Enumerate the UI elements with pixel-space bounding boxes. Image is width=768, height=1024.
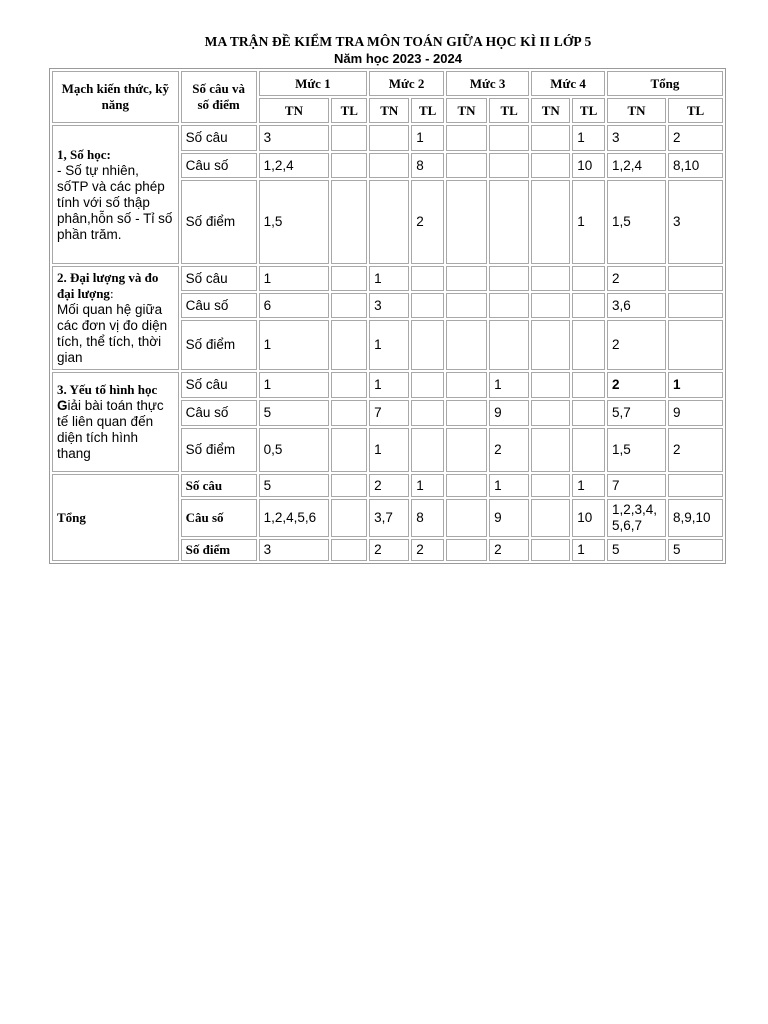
table-cell: 8,10 — [668, 153, 723, 178]
row-label: Số điểm — [181, 539, 257, 561]
section-3-desc-first: G — [57, 398, 68, 413]
table-cell: 8 — [411, 499, 444, 537]
table-cell — [572, 428, 605, 472]
table-cell — [446, 125, 487, 151]
table-cell: 8 — [411, 153, 444, 178]
table-cell — [331, 266, 367, 291]
table-cell: 2 — [489, 539, 529, 561]
section-1-desc: - Số tự nhiên, sốTP và các phép tính với số thập phân,hỗn số - Tỉ số phần trăm. — [57, 162, 173, 242]
section-2-title-suffix: : — [109, 286, 114, 301]
header-tn: TN — [259, 98, 330, 123]
table-cell — [489, 125, 529, 151]
table-cell: 3,6 — [607, 293, 666, 318]
table-cell: 1,2,4 — [259, 153, 330, 178]
table-row — [52, 474, 723, 497]
table-row — [52, 372, 723, 398]
table-cell: 1 — [572, 125, 605, 151]
table-row — [52, 266, 723, 291]
table-cell — [411, 400, 444, 426]
table-cell — [331, 539, 367, 561]
table-cell: 9 — [668, 400, 723, 426]
table-cell: 1 — [411, 125, 444, 151]
table-cell — [411, 320, 444, 370]
table-cell: 3 — [259, 125, 330, 151]
header-level-4: Mức 4 — [531, 71, 605, 96]
table-cell — [369, 180, 409, 264]
table-cell: 5 — [668, 539, 723, 561]
table-cell — [489, 293, 529, 318]
table-cell — [446, 293, 487, 318]
table-cell — [369, 125, 409, 151]
row-label: Số điểm — [181, 320, 257, 370]
table-cell — [489, 153, 529, 178]
header-count-score: Số câu và số điểm — [181, 71, 257, 123]
table-cell — [411, 372, 444, 398]
table-cell — [446, 428, 487, 472]
header-tn: TN — [369, 98, 409, 123]
table-cell — [489, 180, 529, 264]
table-cell — [668, 474, 723, 497]
table-cell — [531, 180, 570, 264]
table-cell — [331, 400, 367, 426]
row-label: Số câu — [181, 125, 257, 151]
table-cell: 5,7 — [607, 400, 666, 426]
table-cell — [531, 153, 570, 178]
section-3-cell — [52, 372, 179, 472]
table-cell — [531, 539, 570, 561]
table-cell: 1,5 — [607, 180, 666, 264]
table-cell — [572, 293, 605, 318]
document-title: MA TRẬN ĐỀ KIỂM TRA MÔN TOÁN GIỮA HỌC KÌ II LỚP 5 — [204, 34, 592, 49]
table-cell — [531, 428, 570, 472]
header-total: Tổng — [607, 71, 723, 96]
table-cell: 1 — [572, 539, 605, 561]
table-cell — [446, 320, 487, 370]
section-2-title-wrap — [57, 270, 174, 302]
header-tl: TL — [411, 98, 444, 123]
table-cell — [446, 499, 487, 537]
table-cell: 6 — [259, 293, 330, 318]
section-2-desc: Mối quan hệ giữa các đơn vị đo diện tích, thể tích, thời gian — [57, 302, 168, 365]
section-3-desc: iải bài toán thực tế liên quan đến diện tích hình thang — [57, 398, 164, 461]
table-cell: 2 — [411, 180, 444, 264]
document-subtitle: Năm học 2023 - 2024 — [334, 51, 462, 66]
table-cell: 1 — [411, 474, 444, 497]
row-label: Số câu — [181, 266, 257, 291]
table-cell — [572, 372, 605, 398]
table-cell: 9 — [489, 400, 529, 426]
header-tl: TL — [668, 98, 723, 123]
table-cell — [531, 474, 570, 497]
table-cell — [331, 153, 367, 178]
table-cell: 1 — [489, 372, 529, 398]
header-tl: TL — [489, 98, 529, 123]
table-cell: 1 — [369, 266, 409, 291]
row-label: Câu số — [181, 153, 257, 178]
row-label: Câu số — [181, 499, 257, 537]
table-cell: 5 — [607, 539, 666, 561]
table-cell: 2 — [668, 428, 723, 472]
header-tn: TN — [607, 98, 666, 123]
header-tl: TL — [572, 98, 605, 123]
table-cell: 1,2,4 — [607, 153, 666, 178]
section-1-title: 1, Số học: — [57, 146, 111, 162]
table-cell: 8,9,10 — [668, 499, 723, 537]
table-cell — [489, 266, 529, 291]
table-cell: 3 — [259, 539, 330, 561]
table-cell — [531, 499, 570, 537]
table-cell: 10 — [572, 499, 605, 537]
table-cell: 1 — [489, 474, 529, 497]
table-cell — [668, 266, 723, 291]
table-cell — [572, 400, 605, 426]
table-cell: 1,2,4,5,6 — [259, 499, 330, 537]
table-cell — [331, 125, 367, 151]
table-cell: 1,5 — [259, 180, 330, 264]
table-cell: 1 — [369, 372, 409, 398]
table-cell: 5 — [259, 400, 330, 426]
table-cell: 2 — [607, 320, 666, 370]
table-cell: 10 — [572, 153, 605, 178]
table-cell: 1 — [369, 428, 409, 472]
exam-matrix-table — [49, 68, 726, 564]
table-cell — [668, 293, 723, 318]
table-cell: 1 — [259, 320, 330, 370]
row-label: Câu số — [181, 293, 257, 318]
table-cell — [446, 266, 487, 291]
table-cell: 2 — [668, 125, 723, 151]
section-2-cell — [52, 266, 179, 370]
table-cell: 1 — [259, 372, 330, 398]
table-cell: 3 — [369, 293, 409, 318]
table-cell — [531, 266, 570, 291]
table-cell: 2 — [369, 539, 409, 561]
header-tl: TL — [331, 98, 367, 123]
row-label: Số câu — [181, 474, 257, 497]
table-cell: 1 — [369, 320, 409, 370]
table-cell — [331, 499, 367, 537]
table-cell — [668, 320, 723, 370]
header-tn: TN — [531, 98, 570, 123]
table-cell — [331, 428, 367, 472]
table-cell — [411, 266, 444, 291]
table-cell — [331, 474, 367, 497]
row-label: Câu số — [181, 400, 257, 426]
table-cell — [446, 372, 487, 398]
table-cell — [446, 474, 487, 497]
header-tn: TN — [446, 98, 487, 123]
table-cell: 1 — [259, 266, 330, 291]
table-cell: 1,5 — [607, 428, 666, 472]
table-cell — [531, 400, 570, 426]
header-level-3: Mức 3 — [446, 71, 529, 96]
table-cell — [531, 320, 570, 370]
table-row — [52, 125, 723, 151]
table-cell — [331, 372, 367, 398]
table-cell — [531, 372, 570, 398]
table-cell: 1 — [572, 474, 605, 497]
row-label: Số câu — [181, 372, 257, 398]
table-cell — [531, 293, 570, 318]
table-cell — [411, 293, 444, 318]
header-level-1: Mức 1 — [259, 71, 368, 96]
table-cell: 2 — [369, 474, 409, 497]
table-cell — [489, 320, 529, 370]
section-2-title: 2. Đại lượng và đo đại lượng — [57, 270, 159, 301]
table-cell: 7 — [607, 474, 666, 497]
table-cell — [369, 153, 409, 178]
table-cell — [331, 180, 367, 264]
table-cell: 5 — [259, 474, 330, 497]
table-cell: 2 — [489, 428, 529, 472]
row-label: Số điểm — [181, 428, 257, 472]
table-cell: 9 — [489, 499, 529, 537]
table-cell: 0,5 — [259, 428, 330, 472]
table-cell — [446, 539, 487, 561]
table-cell: 2 — [607, 372, 666, 398]
table-cell — [572, 320, 605, 370]
table-cell: 3 — [668, 180, 723, 264]
section-3-title: 3. Yếu tố hình học — [57, 382, 158, 397]
table-cell: 2 — [411, 539, 444, 561]
table-cell — [446, 180, 487, 264]
table-cell — [331, 320, 367, 370]
table-cell: 2 — [607, 266, 666, 291]
section-3-desc-wrap — [57, 398, 174, 462]
table-cell — [446, 400, 487, 426]
header-level-2: Mức 2 — [369, 71, 444, 96]
table-cell — [446, 153, 487, 178]
table-cell: 1 — [572, 180, 605, 264]
table-cell: 1,2,3,4, 5,6,7 — [607, 499, 666, 537]
total-label: Tổng — [52, 474, 179, 561]
table-cell — [411, 428, 444, 472]
table-cell: 3,7 — [369, 499, 409, 537]
table-cell — [531, 125, 570, 151]
row-label: Số điểm — [181, 180, 257, 264]
table-cell: 1 — [668, 372, 723, 398]
section-1-cell — [52, 125, 179, 264]
table-cell — [331, 293, 367, 318]
table-cell: 7 — [369, 400, 409, 426]
header-knowledge-area: Mạch kiến thức, kỹ năng — [52, 71, 179, 123]
table-cell — [572, 266, 605, 291]
table-cell: 3 — [607, 125, 666, 151]
